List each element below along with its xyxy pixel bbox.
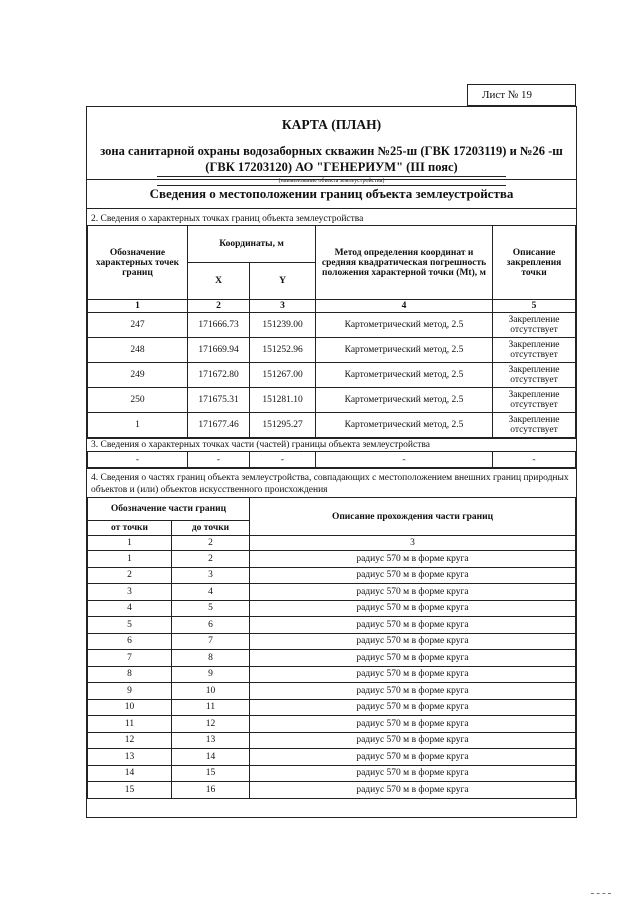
part-description: радиус 570 м в форме круга [250,567,576,584]
section-4-title: 4. Сведения о частях границ объекта землеустройства, совпадающих с местоположением внешних границ природных объектов и (или) объектов искусственного происхождения [87,468,576,497]
description-cell: Закрепление отсутствует [493,338,576,363]
to-point: 10 [172,683,250,700]
part-description: радиус 570 м в форме круга [250,633,576,650]
point-id: 250 [88,388,188,413]
method-cell: Картометрический метод, 2.5 [316,338,493,363]
method-cell: Картометрический метод, 2.5 [316,363,493,388]
from-point: 14 [88,765,172,782]
to-point: 12 [172,716,250,733]
header-description: Описание закрепления точки [493,226,576,300]
table-row [88,551,576,568]
to-point: 15 [172,765,250,782]
table-row [88,683,576,700]
table-row [88,567,576,584]
header-from-point: от точки [88,521,172,536]
document-frame [86,106,577,818]
part-description: радиус 570 м в форме круга [250,650,576,667]
table-row [88,617,576,634]
part-points-table [87,451,576,468]
description-cell: Закрепление отсутствует [493,388,576,413]
part-description: радиус 570 м в форме круга [250,765,576,782]
section-3-title: 3. Сведения о характерных точках части (частей) границы объекта землеустройства [87,438,576,451]
to-point: 4 [172,584,250,601]
column-number: 5 [493,300,576,313]
from-point: 3 [88,584,172,601]
empty-cell: - [493,452,576,468]
table-row [88,666,576,683]
part-description: радиус 570 м в форме круга [250,716,576,733]
description-cell: Закрепление отсутствует [493,363,576,388]
coord-y: 151295.27 [250,413,316,438]
column-number: 3 [250,536,576,551]
header-coordinates: Координаты, м [188,226,316,263]
coord-x: 171675.31 [188,388,250,413]
part-description: радиус 570 м в форме круга [250,551,576,568]
from-point: 12 [88,732,172,749]
part-description: радиус 570 м в форме круга [250,749,576,766]
table-row [88,388,576,413]
to-point: 9 [172,666,250,683]
coord-y: 151252.96 [250,338,316,363]
empty-cell: - [316,452,493,468]
empty-cell: - [250,452,316,468]
from-point: 5 [88,617,172,634]
part-description: радиус 570 м в форме круга [250,617,576,634]
from-point: 2 [88,567,172,584]
document-subtitle: зона санитарной охраны водозаборных скважин №25-ш (ГВК 17203119) и №26 -ш (ГВК 17203120) АО "ГЕНЕРИУМ" (III пояс) [100,144,563,174]
table-row [88,363,576,388]
method-cell: Картометрический метод, 2.5 [316,413,493,438]
column-number: 4 [316,300,493,313]
column-number: 3 [250,300,316,313]
to-point: 13 [172,732,250,749]
tables-area [87,213,576,799]
description-cell: Закрепление отсутствует [493,413,576,438]
table-row [88,313,576,338]
to-point: 8 [172,650,250,667]
from-point: 6 [88,633,172,650]
coord-x: 171669.94 [188,338,250,363]
part-description: радиус 570 м в форме круга [250,683,576,700]
header-y: Y [250,263,316,300]
point-id: 248 [88,338,188,363]
coord-y: 151239.00 [250,313,316,338]
coord-y: 151281.10 [250,388,316,413]
object-name-caption: (наименование объекта землеустройства) [157,176,506,186]
page-edge-mark [591,893,611,895]
table-row [88,749,576,766]
point-id: 1 [88,413,188,438]
coord-y: 151267.00 [250,363,316,388]
column-number: 2 [172,536,250,551]
section-title: Сведения о местоположении границ объекта землеустройства [87,179,576,209]
header-method: Метод определения координат и средняя квадратическая погрешность положения характерной точки (Mt), м [316,226,493,300]
header-x: X [188,263,250,300]
part-description: радиус 570 м в форме круга [250,666,576,683]
description-cell: Закрепление отсутствует [493,313,576,338]
part-description: радиус 570 м в форме круга [250,600,576,617]
from-point: 10 [88,699,172,716]
to-point: 3 [172,567,250,584]
from-point: 13 [88,749,172,766]
table-row [88,650,576,667]
from-point: 11 [88,716,172,733]
to-point: 2 [172,551,250,568]
empty-cell: - [88,452,188,468]
from-point: 7 [88,650,172,667]
sheet-number: Лист № 19 [467,84,576,106]
table-row [88,765,576,782]
from-point: 9 [88,683,172,700]
column-number: 2 [188,300,250,313]
method-cell: Картометрический метод, 2.5 [316,313,493,338]
to-point: 14 [172,749,250,766]
table-row [88,782,576,799]
coord-x: 171666.73 [188,313,250,338]
table-row [88,633,576,650]
header-parts: Обозначение части границ [88,498,250,521]
header-to-point: до точки [172,521,250,536]
coord-x: 171677.46 [188,413,250,438]
empty-cell: - [188,452,250,468]
to-point: 11 [172,699,250,716]
boundary-parts-table [87,497,576,799]
coord-x: 171672.80 [188,363,250,388]
to-point: 5 [172,600,250,617]
section-2-title: 2. Сведения о характерных точках границ объекта землеустройства [91,214,364,224]
part-description: радиус 570 м в форме круга [250,732,576,749]
table-row [88,699,576,716]
header-point: Обозначение характерных точек границ [88,226,188,300]
points-table [87,225,576,438]
table-row [88,732,576,749]
table-row [88,584,576,601]
part-description: радиус 570 м в форме круга [250,699,576,716]
table-row [88,338,576,363]
method-cell: Картометрический метод, 2.5 [316,388,493,413]
from-point: 8 [88,666,172,683]
document-title: КАРТА (ПЛАН) [281,117,382,132]
table-row [88,716,576,733]
header-part-description: Описание прохождения части границ [250,498,576,536]
from-point: 15 [88,782,172,799]
column-number: 1 [88,536,172,551]
to-point: 6 [172,617,250,634]
point-id: 247 [88,313,188,338]
table-row [88,413,576,438]
column-number: 1 [88,300,188,313]
table-row [88,600,576,617]
to-point: 7 [172,633,250,650]
from-point: 1 [88,551,172,568]
to-point: 16 [172,782,250,799]
from-point: 4 [88,600,172,617]
point-id: 249 [88,363,188,388]
part-description: радиус 570 м в форме круга [250,782,576,799]
part-description: радиус 570 м в форме круга [250,584,576,601]
